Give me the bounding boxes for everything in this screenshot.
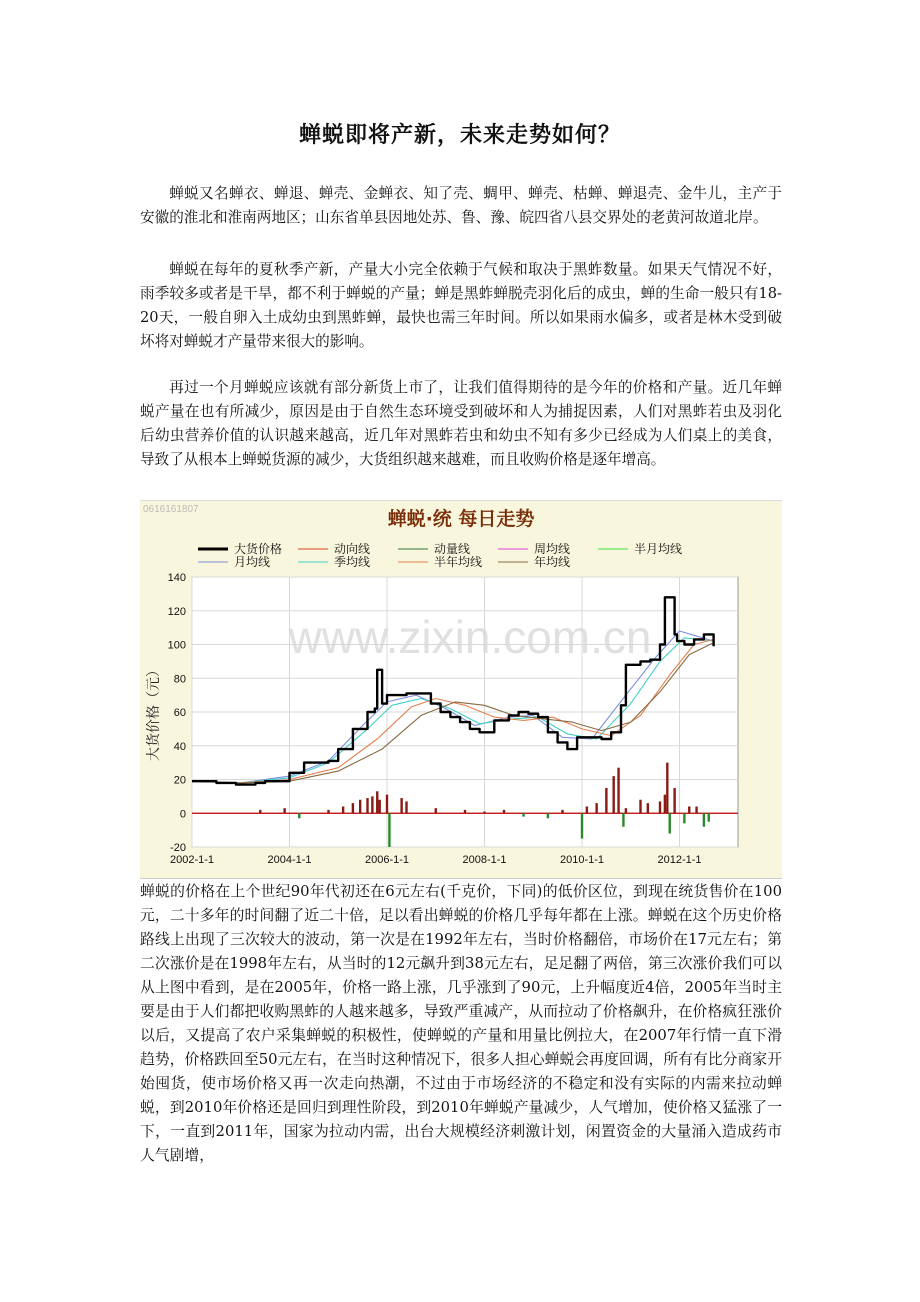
- y-tick-label: 20: [173, 774, 186, 787]
- momentum-bar: [595, 803, 597, 813]
- momentum-bar: [612, 776, 614, 813]
- momentum-bar: [625, 808, 627, 813]
- momentum-bar: [659, 801, 661, 813]
- legend-label: 动向线: [334, 542, 371, 556]
- paragraph-intro: 蝉蜕又名蝉衣、蝉退、蝉壳、金蝉衣、知了壳、蜩甲、蝉壳、枯蝉、蝉退壳、金牛儿，主产于安徽的淮北和淮南两地区；山东省单县因地处苏、鲁、豫、皖四省八县交界处的老黄河故道北岸。: [140, 185, 782, 226]
- chart-code: 0616161807: [143, 504, 199, 515]
- momentum-bar: [695, 807, 697, 814]
- y-tick-label: 0: [179, 808, 186, 821]
- momentum-bar: [342, 807, 344, 814]
- momentum-bar: [405, 801, 407, 813]
- legend-label: 年均线: [534, 555, 571, 569]
- momentum-bar: [708, 813, 710, 821]
- y-tick-label: 100: [167, 639, 186, 652]
- momentum-bar: [371, 796, 373, 813]
- watermark: www.zixin.com.cn: [288, 611, 652, 663]
- momentum-bar: [688, 807, 690, 814]
- momentum-bar: [376, 791, 378, 813]
- momentum-bar: [283, 808, 285, 813]
- momentum-bar: [666, 763, 668, 814]
- legend-label: 季均线: [334, 555, 371, 569]
- momentum-bar: [669, 813, 671, 833]
- legend-label: 周均线: [534, 542, 571, 556]
- momentum-bar: [639, 800, 641, 814]
- momentum-bar: [683, 813, 685, 823]
- momentum-bar: [547, 813, 549, 818]
- momentum-bar: [561, 810, 563, 813]
- momentum-bar: [617, 768, 619, 814]
- momentum-bar: [522, 813, 524, 816]
- y-tick-label: -20: [170, 842, 186, 854]
- momentum-bar: [586, 807, 588, 814]
- x-tick-label: 2006-1-1: [364, 854, 410, 866]
- momentum-bar: [622, 813, 624, 827]
- momentum-bar: [703, 813, 705, 827]
- paragraph-supply: 再过一个月蝉蜕应该就有部分新货上市了，让我们值得期待的是今年的价格和产量。近几年蝉蜕产量在也有所减少，原因是由于自然生态环境受到破坏和人为捕捉因素，人们对黑蚱若虫及羽化后幼虫营养价值的认识越来越高，近几年对黑蚱若虫和幼虫不知有多少已经成为人们桌上的美食，导致了从根本上蝉蜕货源的减少，大货组织越来越难，而且收购价格是逐年增高。: [140, 379, 782, 468]
- price-chart-svg: [140, 501, 782, 878]
- momentum-bar: [298, 813, 300, 818]
- paragraph-production: 蝉蜕在每年的夏秋季产新，产量大小完全依赖于气候和取决于黑蚱数量。如果天气情况不好，雨季较多或者是干旱，都不利于蝉蜕的产量；蝉是黑蚱蝉脱壳羽化后的成虫，蝉的生命一般只有18-20天，一般自卵入土成幼虫到黑蚱蝉，最快也需三年时间。所以如果雨水偏多，或者是林木受到破坏将对蝉蜕才产量带来很大的影响。: [140, 261, 782, 350]
- price-chart: [140, 500, 782, 879]
- momentum-bar: [664, 795, 666, 814]
- y-tick-label: 60: [173, 707, 186, 719]
- momentum-bar: [483, 812, 485, 814]
- legend-label: 半年均线: [434, 555, 483, 569]
- momentum-bar: [503, 810, 505, 813]
- momentum-bar: [366, 798, 368, 813]
- momentum-bar: [259, 810, 261, 813]
- x-tick-label: 2002-1-1: [169, 854, 215, 866]
- legend-label: 动量线: [434, 542, 471, 556]
- x-tick-label: 2008-1-1: [462, 854, 507, 866]
- momentum-bar: [327, 810, 329, 813]
- momentum-bar: [673, 788, 675, 813]
- y-tick-label: 80: [173, 673, 186, 686]
- x-tick-label: 2012-1-1: [657, 854, 702, 866]
- momentum-bar: [378, 800, 380, 814]
- momentum-bar: [464, 810, 466, 813]
- page-title: 蝉蜕即将产新，未来走势如何？: [298, 123, 621, 148]
- momentum-bar: [352, 803, 354, 813]
- y-tick-label: 140: [167, 572, 186, 584]
- x-tick-label: 2004-1-1: [267, 854, 312, 866]
- y-axis-label: 大货价格（元）: [146, 663, 162, 761]
- legend-label: 大货价格: [234, 542, 283, 556]
- momentum-bar: [605, 788, 607, 813]
- y-tick-label: 120: [167, 605, 186, 618]
- momentum-bar: [647, 803, 649, 813]
- momentum-bar: [581, 813, 583, 838]
- x-tick-label: 2010-1-1: [559, 854, 605, 866]
- legend-label: 月均线: [234, 555, 271, 569]
- momentum-bar: [388, 813, 390, 847]
- legend-label: 半月均线: [634, 542, 683, 556]
- momentum-bar: [435, 808, 437, 813]
- momentum-bar: [386, 795, 388, 814]
- momentum-bar: [359, 800, 361, 814]
- chart-title: 蝉蜕·统 每日走势: [387, 508, 535, 530]
- y-tick-label: 40: [173, 740, 186, 753]
- paragraph-history: 蝉蜕的价格在上个世纪90年代初还在6元左右(千克价，下同)的低价区位，到现在统货售价在100元，二十多年的时间翻了近二十倍，足以看出蝉蜕的价格几乎每年都在上涨。蝉蜕在这个历史价格路线上出现了三次较大的波动，第一次是在1992年左右，当时价格翻倍，市场价在17元左右；第二次涨价是在1998年左右，从当时的12元飙升到38元左右，足足翻了两倍，第三次涨价我们可以从上图中看到，是在2005年，价格一路上涨，几乎涨到了90元，上升幅度近4倍，2005年当时主要是由于人们都把收购黑蚱的人越来越多，导致严重减产，从而拉动了价格飙升，在价格疯狂涨价以后，又提高了农户采集蝉蜕的积极性，使蝉蜕的产量和用量比例拉大，在2007年行情一直下滑趋势，价格跌回至50元左右，在当时这种情况下，很多人担心蝉蜕会再度回调，所有有比分商家开始囤货，使市场价格又再一次走向热潮，不过由于市场经济的不稳定和没有实际的内需来拉动蝉蜕，到2010年价格还是回归到理性阶段，到2010年蝉蜕产量减少，人气增加，使价格又猛涨了一下，一直到2011年，国家为拉动内需，出台大规模经济刺激计划，闲置资金的大量涌入造成药市人气剧增，: [140, 883, 782, 1164]
- momentum-bar: [400, 798, 402, 813]
